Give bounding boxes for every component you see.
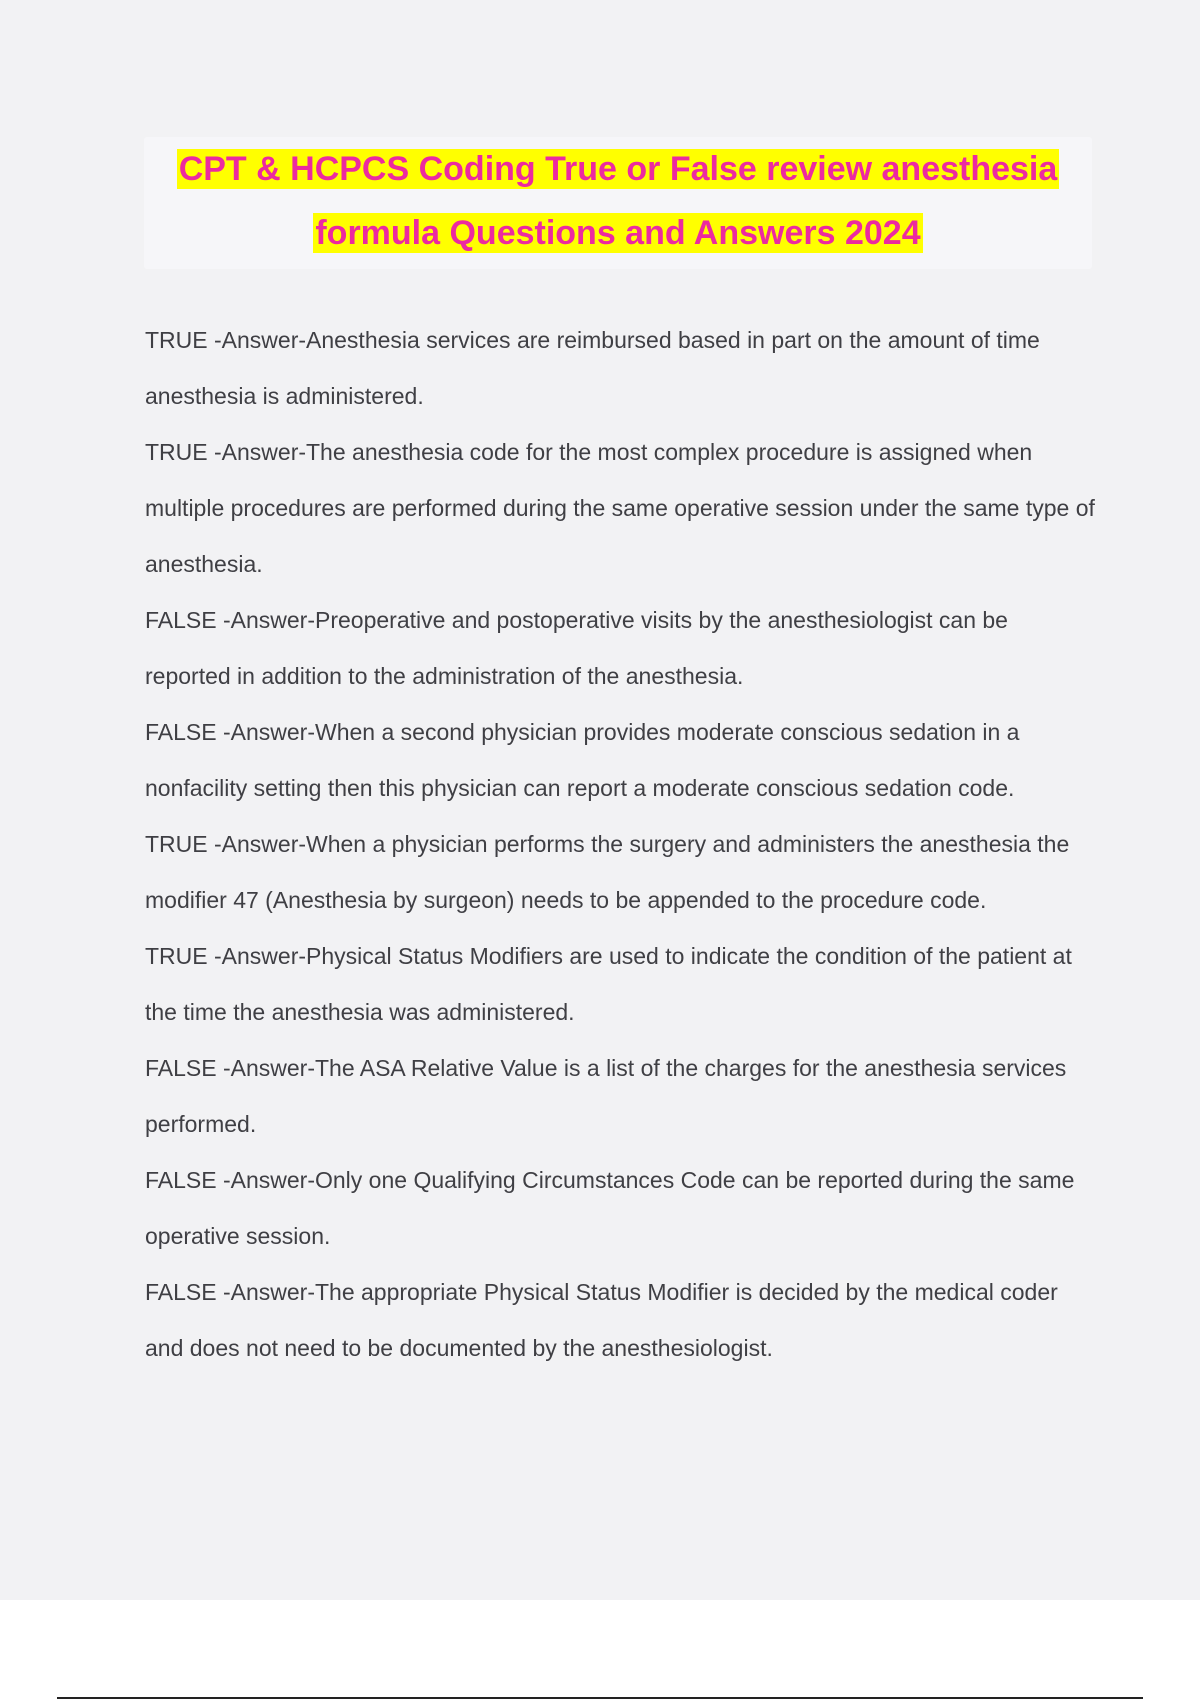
document-title <box>144 137 1092 269</box>
qa-item-2: TRUE -Answer-The anesthesia code for the most complex procedure is assigned when multiple procedures are performed during the same operative session under the same type of anesthesia. <box>145 439 1095 577</box>
qa-item-6: TRUE -Answer-Physical Status Modifiers are used to indicate the condition of the patient at the time the anesthesia was administered. <box>145 943 1072 1025</box>
qa-item-8: FALSE -Answer-Only one Qualifying Circumstances Code can be reported during the same operative session. <box>145 1167 1075 1249</box>
title-line-2-text: formula Questions and Answers 2024 <box>315 214 921 252</box>
qa-list <box>145 312 1095 1376</box>
qa-item-5: TRUE -Answer-When a physician performs the surgery and administers the anesthesia the modifier 47 (Anesthesia by surgeon) needs to be appended to the procedure code. <box>145 831 1070 913</box>
title-line-2 <box>144 201 1092 265</box>
qa-item-9: FALSE -Answer-The appropriate Physical Status Modifier is decided by the medical coder and does not need to be documented by the anesthesiologist. <box>145 1279 1058 1361</box>
qa-item-1: TRUE -Answer-Anesthesia services are reimbursed based in part on the amount of time anesthesia is administered. <box>145 327 1040 409</box>
qa-item-4: FALSE -Answer-When a second physician provides moderate conscious sedation in a nonfacility setting then this physician can report a moderate conscious sedation code. <box>145 719 1020 801</box>
title-line-1-text: CPT & HCPCS Coding True or False review anesthesia <box>178 150 1058 188</box>
qa-item-3: FALSE -Answer-Preoperative and postoperative visits by the anesthesiologist can be reported in addition to the administration of the anesthesia. <box>145 607 1008 689</box>
qa-item-7: FALSE -Answer-The ASA Relative Value is a list of the charges for the anesthesia services performed. <box>145 1055 1067 1137</box>
footer-divider <box>57 1697 1143 1699</box>
title-line-1 <box>144 137 1092 201</box>
